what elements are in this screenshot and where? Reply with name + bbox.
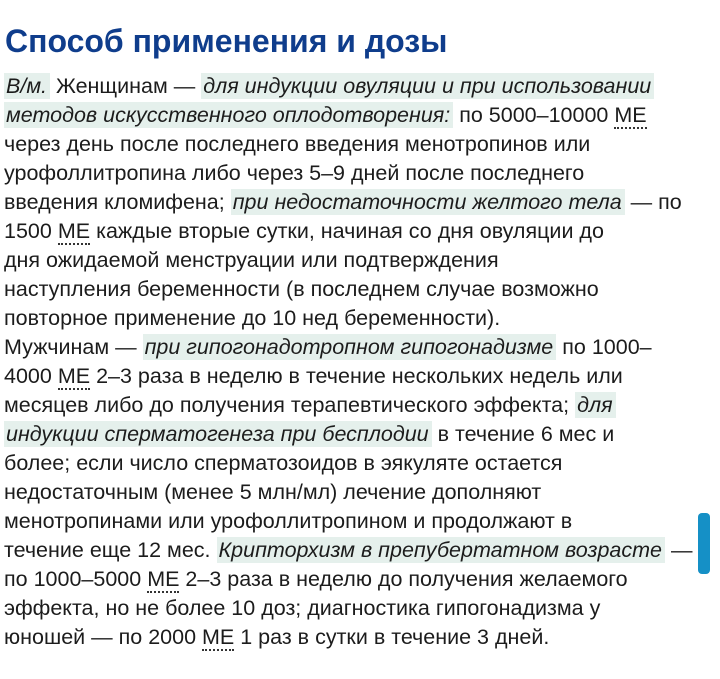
- article-line: [4, 623, 704, 652]
- article-line: [4, 217, 704, 246]
- text-segment: 1500: [4, 219, 52, 243]
- article-line: [4, 420, 704, 449]
- text-segment: юношей — по 2000: [4, 625, 197, 649]
- indication-highlight: при недостаточности желтого тела: [231, 189, 625, 215]
- page-title: Способ применения и дозы: [5, 23, 448, 59]
- scrollbar-thumb[interactable]: [698, 513, 710, 574]
- article-line: повторное применение до 10 нед беременности).: [4, 306, 501, 330]
- route-label: В/м.: [4, 73, 50, 99]
- text-segment: по 1000–5000: [4, 567, 142, 591]
- article-line: менотропинами или урофоллитропином и продолжают в: [4, 509, 573, 533]
- indication-highlight: индукции сперматогенеза при бесплодии: [4, 421, 432, 447]
- text-segment: 1 раз в сутки в течение 3 дней.: [240, 625, 550, 649]
- text-segment: Мужчинам —: [4, 335, 137, 359]
- text-segment: в течение 6 мес и: [437, 422, 615, 446]
- indication-highlight: для: [575, 392, 616, 418]
- text-segment: течение еще 12 мес.: [4, 538, 211, 562]
- text-segment: — по: [630, 190, 682, 214]
- article-line: наступления беременности (в последнем случае возможно: [4, 277, 599, 301]
- article-line: недостаточным (менее 5 млн/мл) лечение дополняют: [4, 480, 542, 504]
- indication-highlight: методов искусственного оплодотворения:: [4, 102, 453, 128]
- text-segment: введения кломифена;: [4, 190, 225, 214]
- unit-abbreviation[interactable]: МЕ: [147, 567, 180, 591]
- text-segment: по 5000–10000: [459, 103, 609, 127]
- unit-abbreviation[interactable]: МЕ: [57, 364, 91, 388]
- dosage-article: [4, 72, 704, 652]
- article-line: [4, 391, 704, 420]
- article-line: [4, 536, 704, 565]
- article-line: более; если число сперматозоидов в эякуляте остается: [4, 451, 563, 475]
- article-line: [4, 72, 704, 101]
- article-line: [4, 333, 704, 362]
- indication-highlight: для индукции овуляции и при использовании: [201, 73, 654, 99]
- text-segment: 2–3 раза в неделю до получения желаемого: [185, 567, 628, 591]
- article-line: через день после последнего введения менотропинов или: [4, 132, 591, 156]
- unit-abbreviation[interactable]: МЕ: [614, 103, 647, 127]
- article-line: [4, 362, 704, 391]
- article-line: урофоллитропина либо через 5–9 дней после последнего: [4, 161, 585, 185]
- text-segment: 2–3 раза в неделю в течение нескольких недель или: [96, 364, 623, 388]
- article-line: эффекта, но не более 10 доз; диагностика гипогонадизма у: [4, 596, 601, 620]
- text-segment: —: [670, 538, 693, 562]
- text-segment: месяцев либо до получения терапевтического эффекта;: [4, 393, 570, 417]
- text-segment: 4000: [4, 364, 52, 388]
- article-line: дня ожидаемой менструации или подтверждения: [4, 248, 499, 272]
- text-segment: Женщинам —: [56, 74, 196, 98]
- article-line: [4, 188, 704, 217]
- unit-abbreviation[interactable]: МЕ: [202, 625, 235, 649]
- article-line: [4, 101, 704, 130]
- text-segment: каждые вторые сутки, начиная со дня овуляции до: [96, 219, 604, 243]
- indication-highlight: при гипогонадотропном гипогонадизме: [143, 334, 557, 360]
- text-segment: по 1000–: [562, 335, 652, 359]
- unit-abbreviation[interactable]: МЕ: [57, 219, 91, 243]
- indication-highlight: Крипторхизм в препубертатном возрасте: [217, 537, 666, 563]
- article-line: [4, 565, 704, 594]
